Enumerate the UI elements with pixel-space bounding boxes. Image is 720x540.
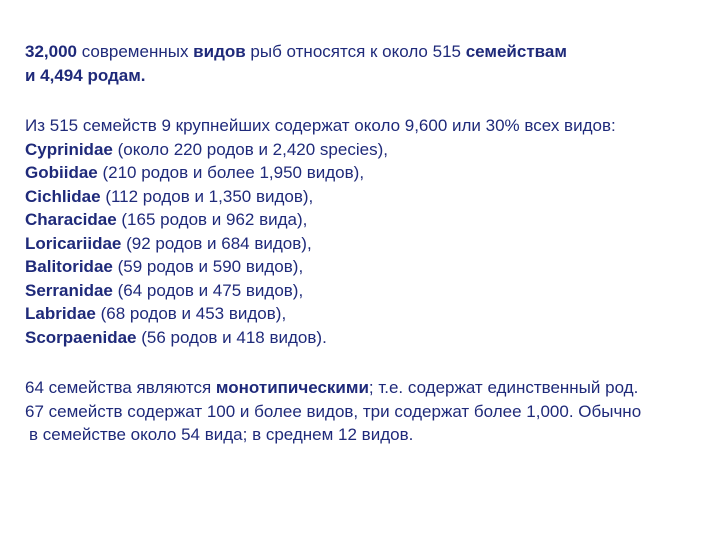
monotypic-term: монотипическими <box>215 378 369 397</box>
intro-text: рыб относятся к около 515 <box>245 42 466 61</box>
notes-paragraph <box>25 376 641 447</box>
family-item <box>25 326 616 350</box>
family-detail: (165 родов и 962 вида), <box>116 210 308 229</box>
family-detail: (92 родов и 684 видов), <box>121 233 312 253</box>
notes-text: ; т.е. содержат единственный род. <box>368 378 639 397</box>
family-detail: (59 родов и 590 видов), <box>112 257 304 276</box>
family-name: Balitoridae <box>25 257 113 276</box>
family-name: Gobiidae <box>25 163 98 182</box>
family-item <box>25 138 616 162</box>
intro-line-2 <box>25 64 567 88</box>
family-detail: (64 родов и 475 видов), <box>112 280 304 300</box>
intro-line-1 <box>25 40 567 64</box>
genera-count: и 4,494 родам. <box>25 65 146 85</box>
family-name: Loricariidae <box>25 233 122 253</box>
families-word: семействам <box>465 42 567 61</box>
family-item <box>25 161 616 185</box>
family-item <box>25 255 616 279</box>
family-detail: (68 родов и 453 видов), <box>95 304 287 323</box>
family-item <box>25 232 616 256</box>
notes-text: 64 семейства являются <box>25 378 216 397</box>
intro-text: современных <box>77 42 194 61</box>
family-name: Cyprinidae <box>25 139 113 159</box>
family-item <box>25 185 616 209</box>
family-item <box>25 279 616 303</box>
family-detail: (около 220 родов и 2,420 species), <box>112 139 388 159</box>
species-word: видов <box>193 42 246 61</box>
family-detail: (56 родов и 418 видов). <box>136 327 327 347</box>
family-name: Scorpaenidae <box>25 327 137 347</box>
family-name: Labridae <box>25 304 96 323</box>
intro-paragraph <box>25 40 567 87</box>
family-name: Cichlidae <box>25 186 101 206</box>
notes-line-3: в семействе около 54 вида; в среднем 12 видов. <box>29 425 414 444</box>
family-item <box>25 302 616 326</box>
species-count: 32,000 <box>25 42 77 61</box>
family-item <box>25 208 616 232</box>
family-name: Characidae <box>25 210 117 229</box>
largest-heading: Из 515 семейств 9 крупнейших содержат около 9,600 или 30% всех видов: <box>25 116 616 135</box>
notes-line-1 <box>25 376 641 400</box>
family-name: Serranidae <box>25 280 113 300</box>
largest-families-paragraph <box>25 114 616 349</box>
family-detail: (112 родов и 1,350 видов), <box>100 186 314 206</box>
family-detail: (210 родов и более 1,950 видов), <box>97 163 365 182</box>
notes-line-2: 67 семейств содержат 100 и более видов, три содержат более 1,000. Обычно <box>25 401 642 421</box>
